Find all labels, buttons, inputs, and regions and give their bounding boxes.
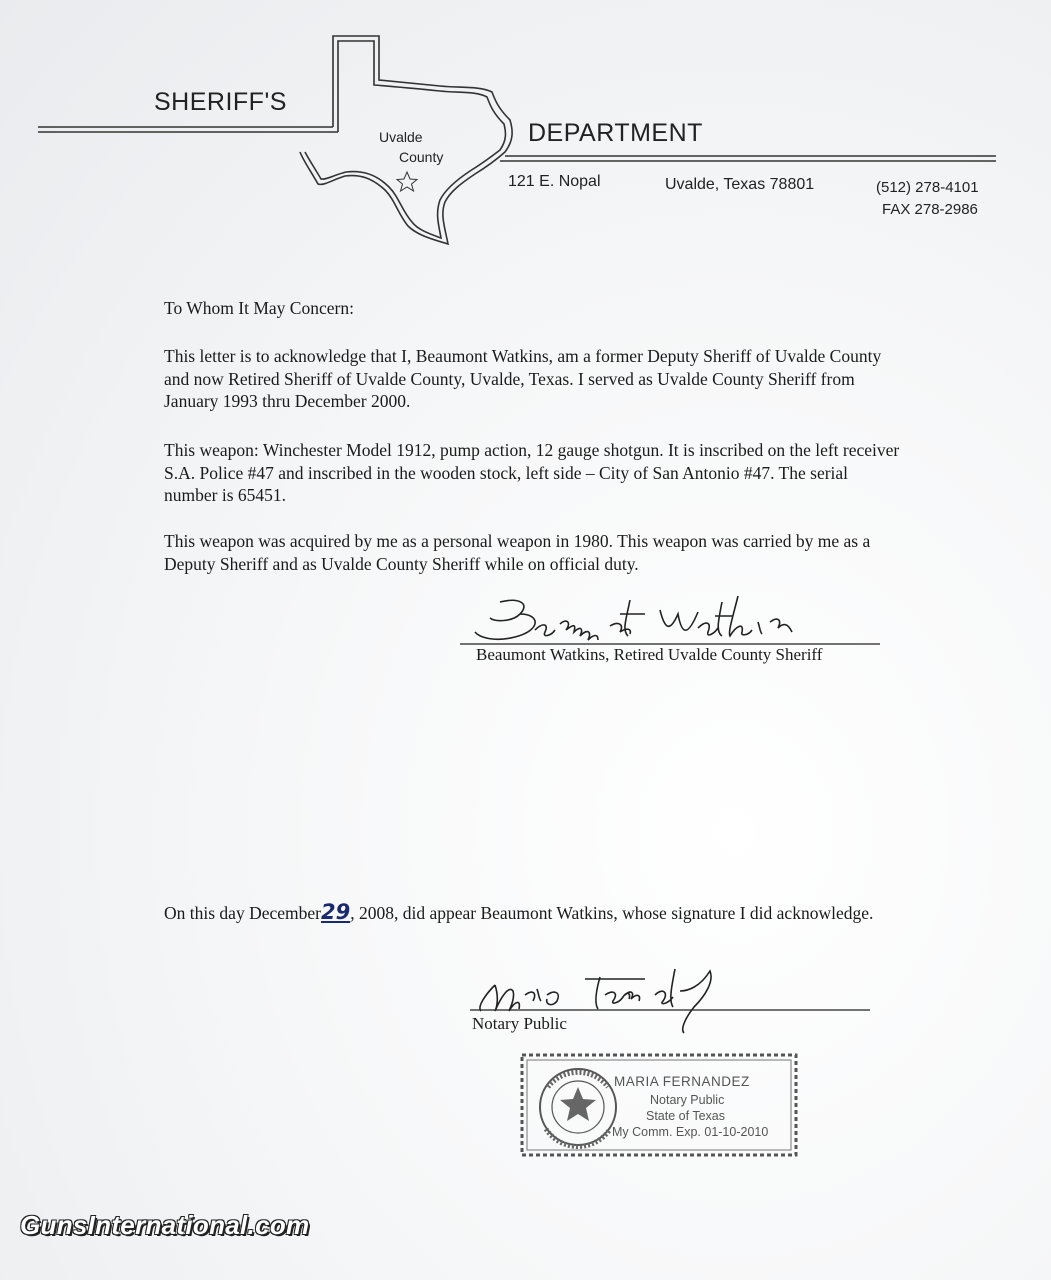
notary-statement <box>164 901 904 925</box>
notary-text-after: , 2008, did appear Beaumont Watkins, whose signature I did acknowledge. <box>350 903 874 923</box>
letterhead-address: 121 E. Nopal <box>508 173 601 190</box>
watermark-logo: GunsInternational.com <box>20 1210 310 1240</box>
handwritten-signature-watkins <box>460 592 890 652</box>
notary-seal-icon <box>540 1069 616 1147</box>
letterhead-city: Uvalde, Texas 78801 <box>665 176 815 193</box>
letterhead-title-left: SHERIFF'S <box>154 88 287 116</box>
letterhead-fax: FAX 278-2986 <box>882 201 978 218</box>
notary-public-label: Notary Public <box>472 1014 567 1033</box>
letter-paragraph-2: This weapon: Winchester Model 1912, pump action, 12 gauge shotgun. It is inscribed on the left receiver S.A. Police #47 and inscribed in the wooden stock, left side – City of San Antonio #47. The serial number is 65451. <box>164 440 900 505</box>
signature-name-line: Beaumont Watkins, Retired Uvalde County Sheriff <box>476 645 823 664</box>
letter-greeting: To Whom It May Concern: <box>164 298 354 318</box>
stamp-line-commission: My Comm. Exp. 01-10-2010 <box>612 1125 769 1139</box>
letterhead-graphic <box>0 0 1051 260</box>
stamp-line-notary: Notary Public <box>650 1093 725 1107</box>
notary-day-handwritten: 29 <box>320 900 351 924</box>
stamp-name: MARIA FERNANDEZ <box>614 1074 750 1089</box>
star-icon <box>397 172 417 191</box>
letter-paragraph-1: This letter is to acknowledge that I, Beaumont Watkins, am a former Deputy Sheriff of Uvalde County and now Retired Sheriff of Uvalde County, Uvalde, Texas. I served as Uvalde County Sheriff from January 1993 thru December 2000. <box>164 346 882 411</box>
letterhead-title-right: DEPARTMENT <box>528 119 703 147</box>
letter-paragraph-3: This weapon was acquired by me as a personal weapon in 1980. This weapon was carried by me as a Deputy Sheriff and as Uvalde County Sheriff while on official duty. <box>164 531 871 574</box>
notary-text-before: On this day December <box>164 903 321 923</box>
map-label-uvalde: Uvalde <box>379 129 423 145</box>
stamp-line-state: State of Texas <box>646 1109 725 1123</box>
map-label-county: County <box>399 149 444 165</box>
letterhead-phone: (512) 278-4101 <box>876 179 979 196</box>
